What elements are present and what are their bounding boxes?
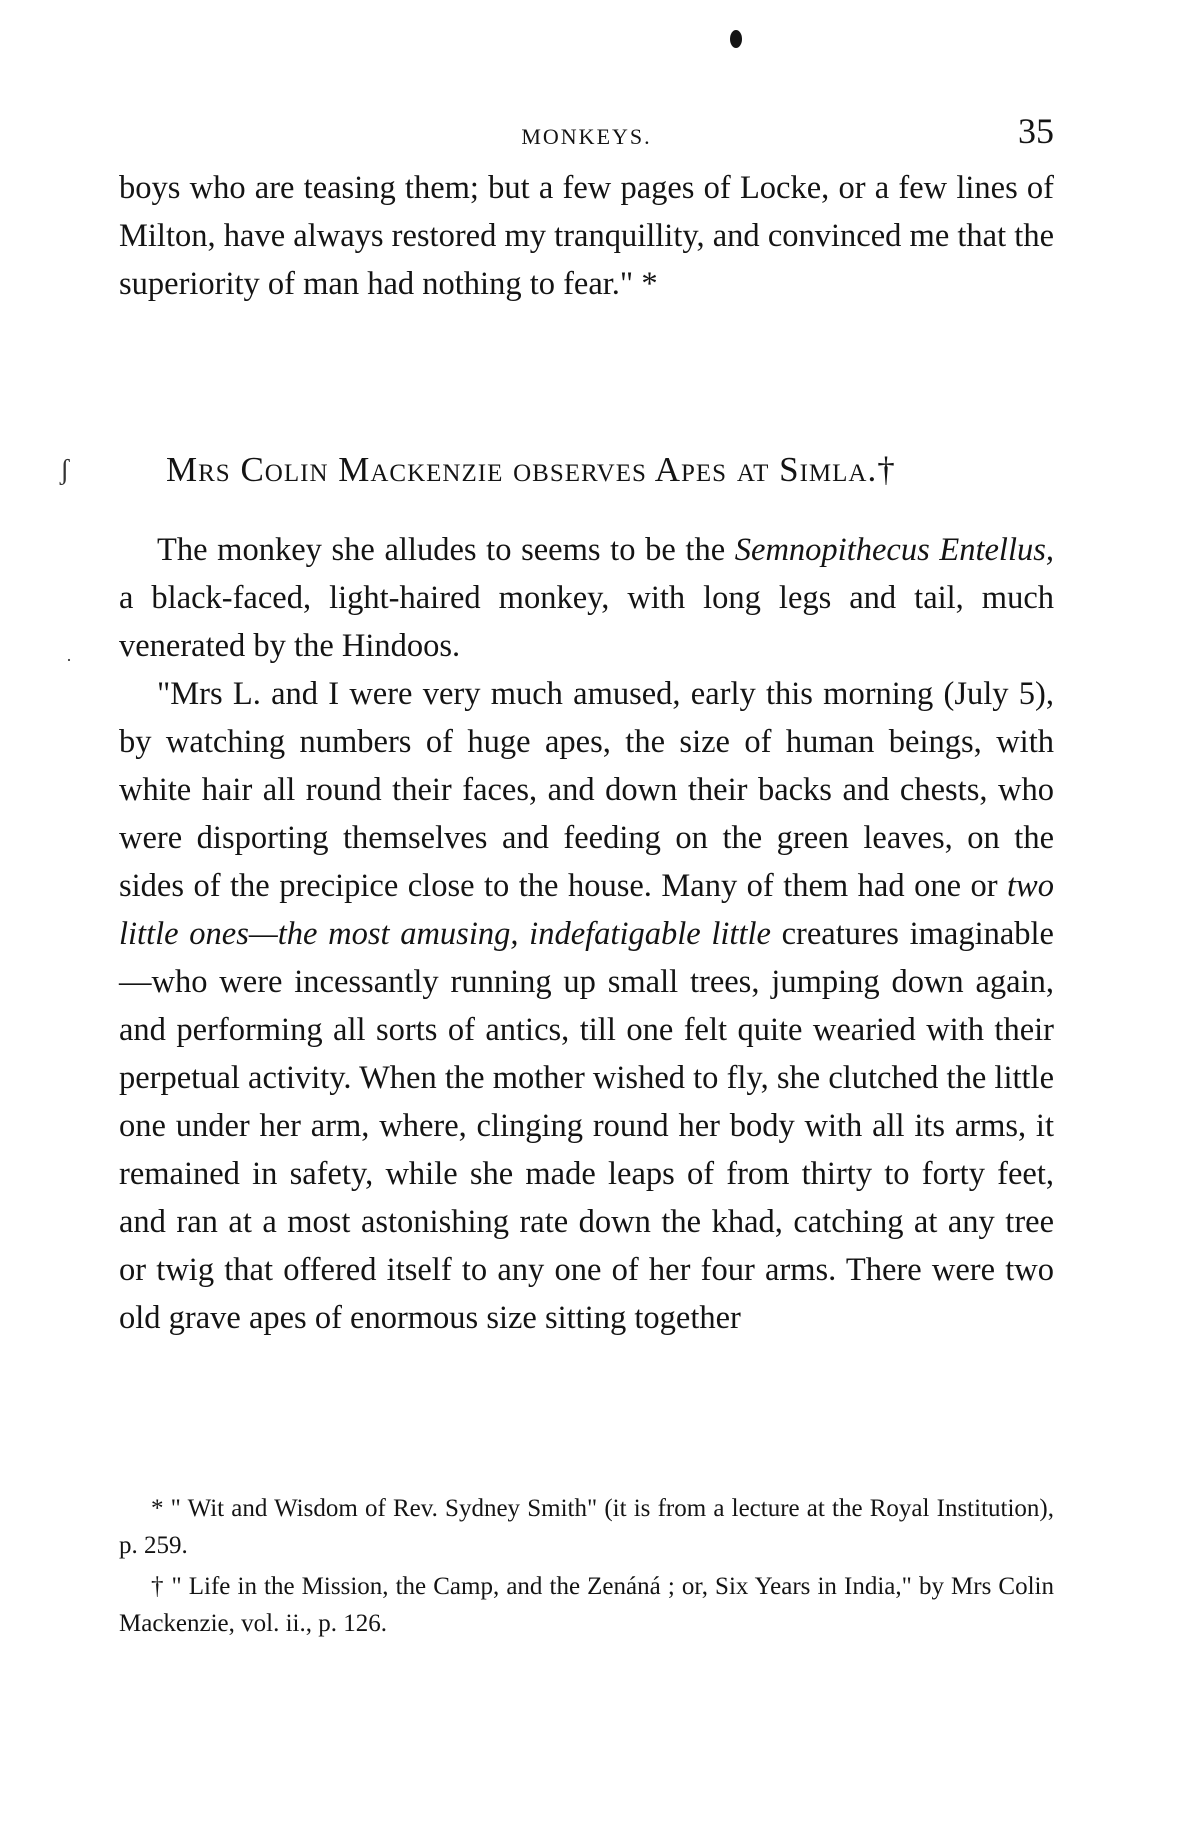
species-name: Semnopithecus Entellus, — [734, 532, 1054, 568]
intro-paragraph — [119, 526, 1054, 670]
intro-text: a black-faced, light-haired monkey, with long legs and tail, much venerated by the Hindoos. — [119, 580, 1054, 664]
footnotes — [119, 1490, 1054, 1646]
quote-italic-text: two little ones—the most amusing, indefatigable little — [119, 868, 1054, 952]
continuation-text: boys who are teasing them; but a few pages of Locke, or a few lines of Milton, have always restored my tranquillity, and convinced me that the superiority of man had nothing to fear." * — [119, 170, 1054, 302]
quote-text: creatures imaginable—who were incessantly running up small trees, jumping down again, and performing all sorts of antics, till one felt quite wearied with their perpetual activity. When the mother wished to fly, she clutched the little one under her arm, where, clinging round her body with all its arms, it remained in safety, while she made leaps of from thirty to forty feet, and ran at a most astonishing rate down the khad, catching at any tree or twig that offered itself to any one of her four arms. There were two old grave apes of enormous size sitting together — [119, 916, 1054, 1336]
running-title: MONKEYS. — [521, 124, 652, 149]
page-header — [119, 110, 1054, 160]
margin-mark: ʃ — [60, 455, 70, 486]
margin-mark: · — [66, 650, 72, 670]
footnote: † " Life in the Mission, the Camp, and the Zenáná ; or, Six Years in India," by Mrs Colin Mackenzie, vol. ii., p. 126. — [119, 1573, 1054, 1637]
ink-dot — [730, 30, 742, 48]
quote-paragraph — [119, 670, 1054, 1342]
body-text — [119, 526, 1054, 1342]
footnote: * " Wit and Wisdom of Rev. Sydney Smith" (it is from a lecture at the Royal Institution), p. 259. — [119, 1495, 1054, 1559]
intro-text: The monkey she alludes to seems to be the — [157, 532, 735, 568]
continuation-paragraph — [119, 164, 1054, 308]
page-number: 35 — [1018, 111, 1054, 151]
section-heading: Mrs Colin Mackenzie observes Apes at Simla.† — [166, 450, 896, 489]
quote-text: "Mrs L. and I were very much amused, early this morning (July 5), by watching numbers of huge apes, the size of human beings, with white hair all round their faces, and down their backs and chests, who were disporting themselves and feeding on the green leaves, on the sides of the precipice close to the house. Many of them had one or — [119, 676, 1054, 904]
